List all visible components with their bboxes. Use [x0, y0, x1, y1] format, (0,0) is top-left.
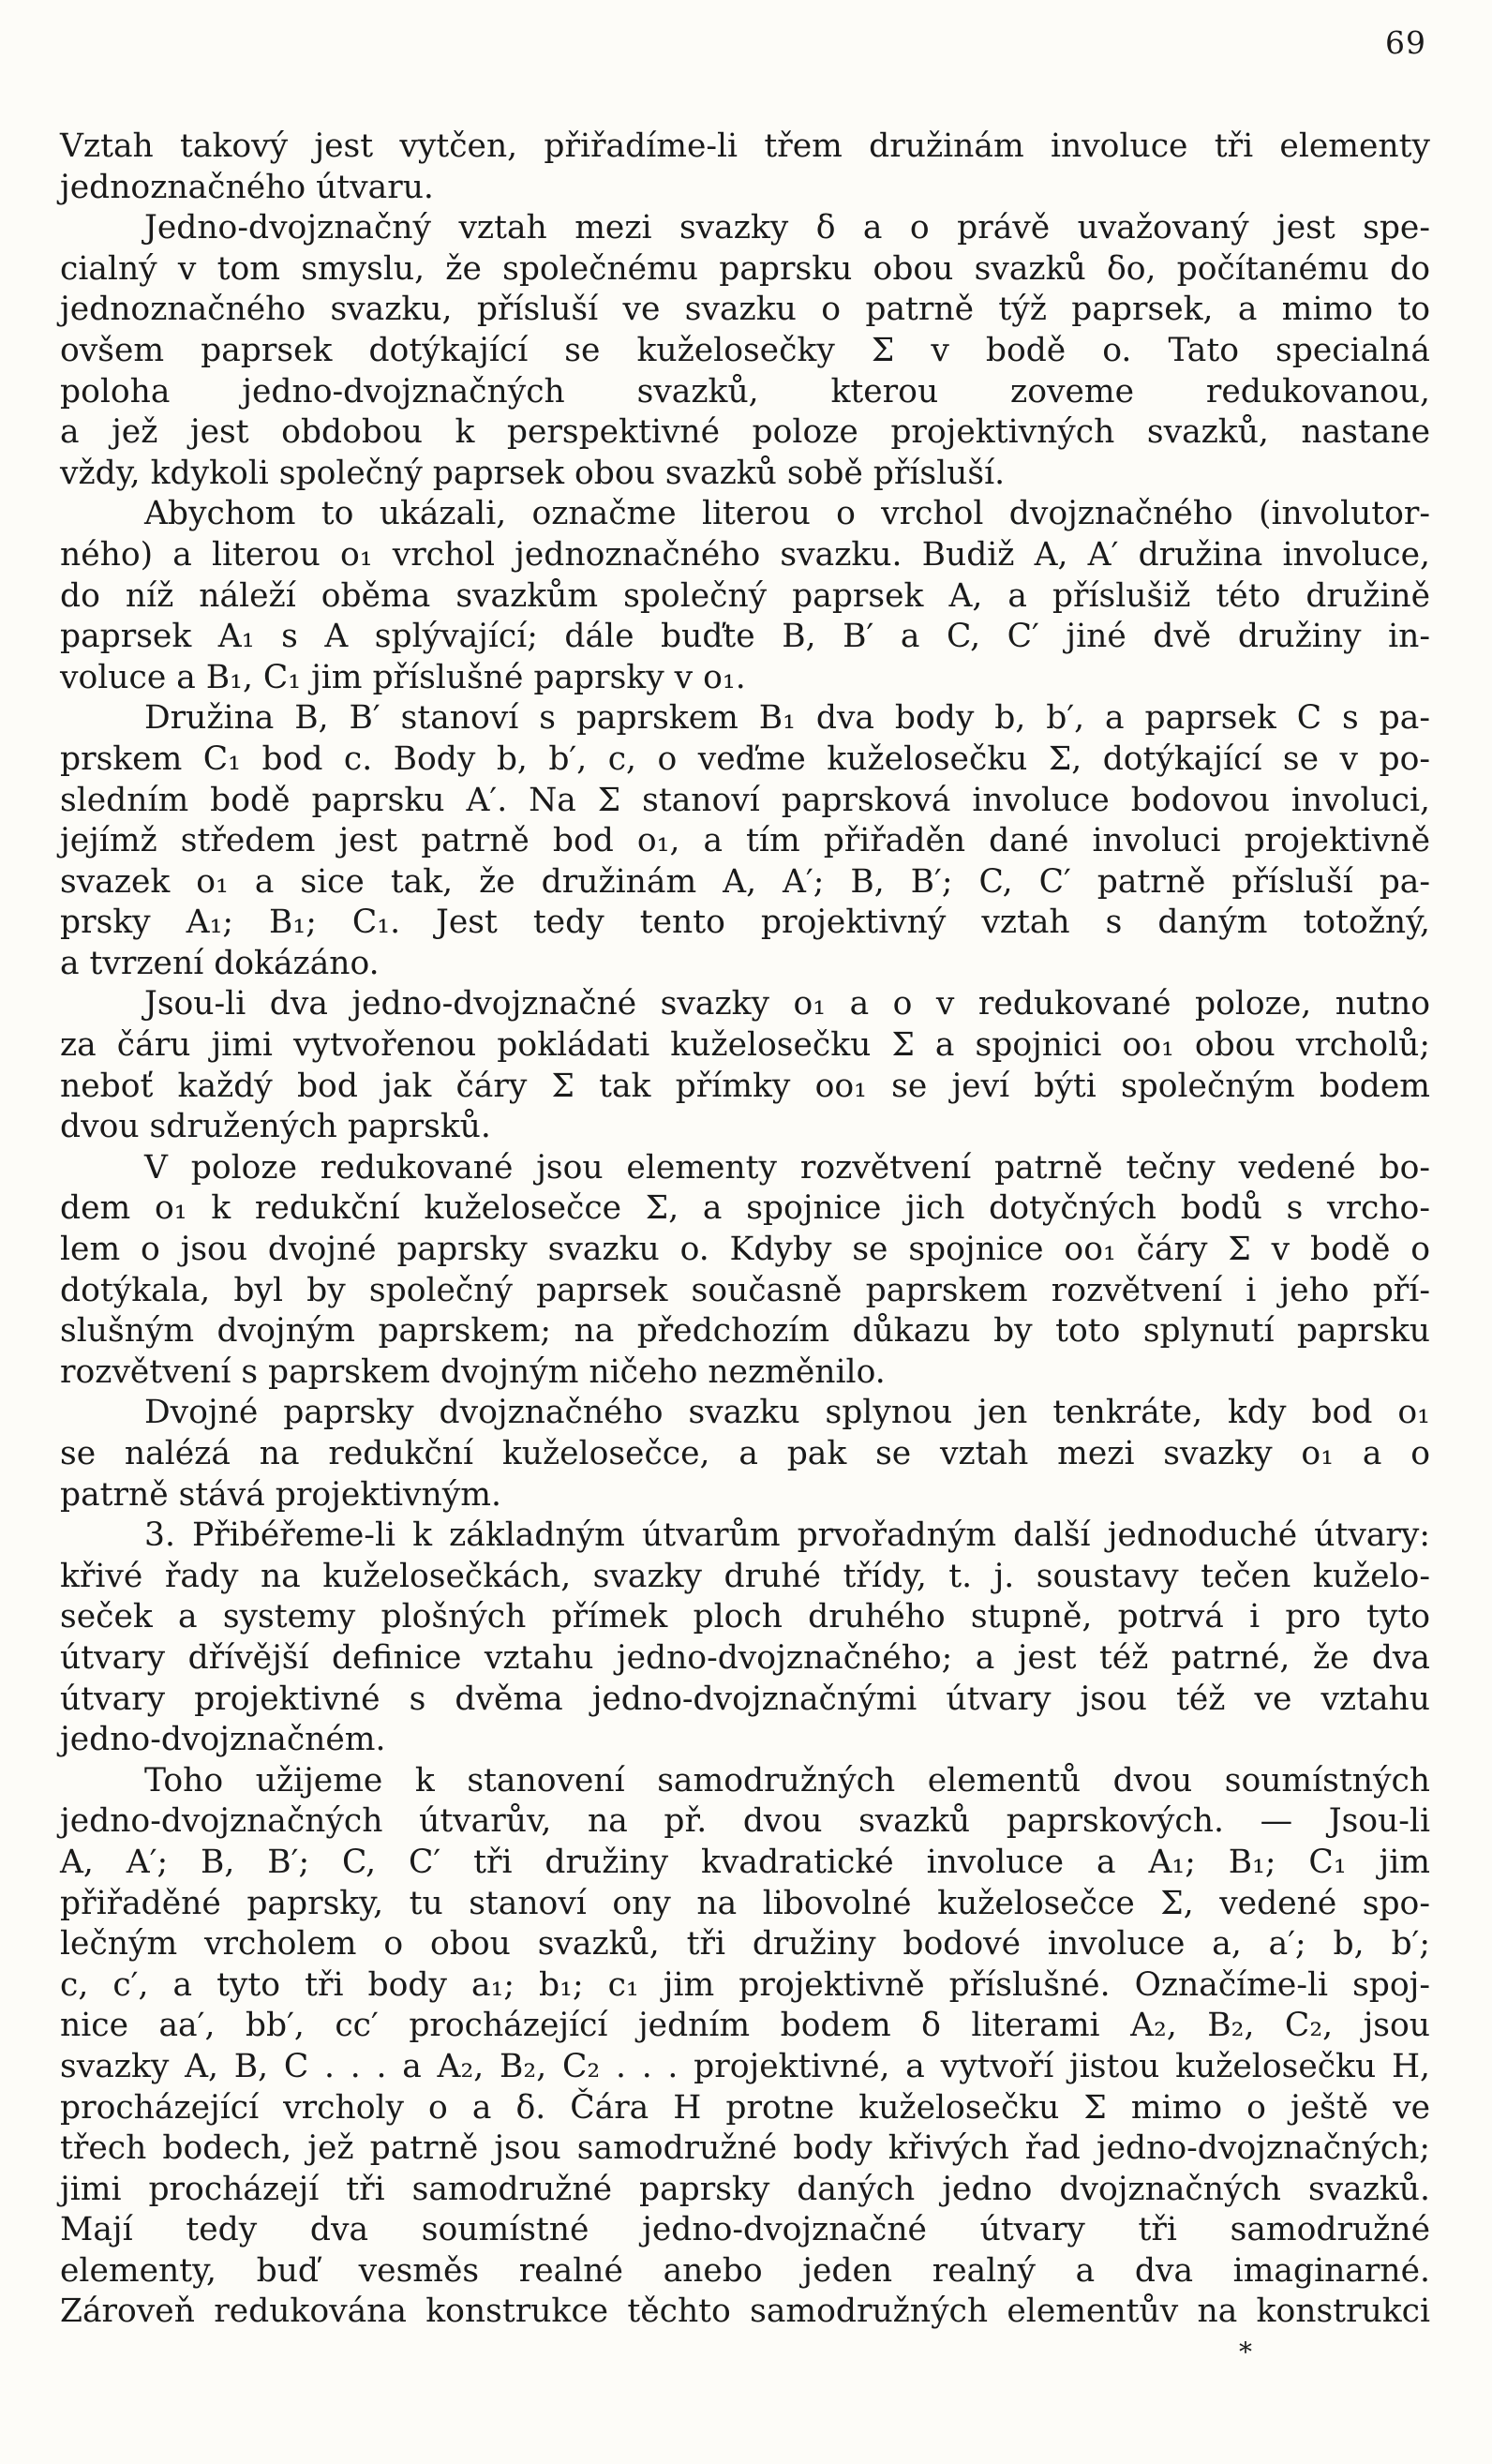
text-line: A, A′; B, B′; C, C′ tři družiny kvadratické involuce a A₁; B₁; C₁ jim	[60, 1843, 1430, 1881]
text-line: Abychom to ukázali, označme literou o vrchol dvojznačného (involutor-	[144, 495, 1430, 533]
text-line: Toho užijeme k stanovení samodružných elementů dvou soumístných	[144, 1761, 1430, 1799]
text-line: ného) a literou o₁ vrchol jednoznačného svazku. Budiž A, A′ družina involuce,	[60, 535, 1430, 574]
text-line: Mají tedy dva soumístné jedno-dvojznačné útvary tři samodružné	[60, 2211, 1430, 2249]
body-text	[60, 127, 1430, 2333]
text-line: Jedno-dvojznačný vztah mezi svazky δ a o právě uvažovaný jest spe-	[144, 209, 1430, 247]
text-line: třech bodech, jež patrně jsou samodružné body křivých řad jedno-dvojznačných;	[60, 2129, 1430, 2168]
footnote-mark: *	[1239, 2337, 1252, 2367]
text-line: jimi procházejí tři samodružné paprsky daných jedno dvojznačných svazků.	[60, 2170, 1430, 2208]
text-line: rozvětvení s paprskem dvojným ničeho nezměnilo.	[60, 1352, 886, 1391]
text-line: se nalézá na redukční kuželosečce, a pak se vztah mezi svazky o₁ a o	[60, 1435, 1430, 1472]
text-line: neboť každý bod jak čáry Σ tak přímky oo₁ se jeví býti společným bodem	[60, 1067, 1430, 1105]
text-line: jednoznačného útvaru.	[60, 168, 434, 206]
text-line: dvou sdružených paprsků.	[60, 1108, 491, 1146]
text-line: V poloze redukované jsou elementy rozvětvení patrně tečny vedené bo-	[144, 1148, 1430, 1187]
text-line: jednoznačného svazku, přísluší ve svazku o patrně týž paprsek, a mimo to	[60, 291, 1430, 329]
text-line: Družina B, B′ stanoví s paprskem B₁ dva body b, b′, a paprsek C s pa-	[144, 699, 1430, 738]
text-line: procházející vrcholy o a δ. Čára H protne kuželosečku Σ mimo o ještě ve	[60, 2088, 1430, 2127]
text-line: svazek o₁ a sice tak, že družinám A, A′; B, B′; C, C′ patrně přísluší pa-	[60, 862, 1430, 901]
text-line: nice aa′, bb′, cc′ procházející jedním bodem δ literami A₂, B₂, C₂, jsou	[60, 2007, 1430, 2045]
text-line: sledním bodě paprsku A′. Na Σ stanoví paprsková involuce bodovou involuci,	[60, 781, 1430, 819]
text-line: křivé řady na kuželosečkách, svazky druhé třídy, t. j. soustavy tečen kuželo-	[60, 1557, 1430, 1595]
text-line: c, c′, a tyto tři body a₁; b₁; c₁ jim projektivně příslušné. Označíme-li spoj-	[60, 1965, 1430, 2004]
text-line: patrně stává projektivným.	[60, 1475, 501, 1514]
text-line: 3. Přibéřeme-li k základným útvarům prvořadným další jednoduché útvary:	[144, 1516, 1430, 1555]
text-line: paprsek A₁ s A splývající; dále buďte B, B′ a C, C′ jiné dvě družiny in-	[60, 618, 1430, 656]
text-line: Zároveň redukována konstrukce těchto samodružných elementův na konstrukci	[60, 2292, 1430, 2331]
text-line: a jež jest obdobou k perspektivné poloze projektivných svazků, nastane	[60, 413, 1430, 452]
text-line: elementy, buď vesměs realné anebo jeden realný a dva imaginarné.	[60, 2251, 1430, 2290]
text-line: voluce a B₁, C₁ jim příslušné paprsky v o₁.	[60, 658, 746, 696]
text-line: lem o jsou dvojné paprsky svazku o. Kdyby se spojnice oo₁ čáry Σ v bodě o	[60, 1231, 1430, 1269]
text-line: jejímž středem jest patrně bod o₁, a tím přiřaděn dané involuci projektivně	[60, 822, 1430, 860]
text-line: prskem C₁ bod c. Body b, b′, c, o veďme kuželosečku Σ, dotýkající se v po-	[60, 739, 1430, 778]
text-line: jedno-dvojznačných útvarův, na př. dvou svazků paprskových. — Jsou-li	[60, 1802, 1430, 1841]
text-line: útvary projektivné s dvěma jedno-dvojznačnými útvary jsou též ve vztahu	[60, 1680, 1430, 1718]
text-line: a tvrzení dokázáno.	[60, 944, 380, 982]
text-line: poloha jedno-dvojznačných svazků, kterou zoveme redukovanou,	[60, 372, 1430, 411]
text-line: prsky A₁; B₁; C₁. Jest tedy tento projektivný vztah s daným totožný,	[60, 903, 1430, 942]
text-line: Vztah takový jest vytčen, přiřadíme-li třem družinám involuce tři elementy	[60, 127, 1430, 165]
text-line: dem o₁ k redukční kuželosečce Σ, a spojnice jich dotyčných bodů s vrcho-	[60, 1189, 1430, 1228]
text-line: Dvojné paprsky dvojznačného svazku splynou jen tenkráte, kdy bod o₁	[144, 1394, 1430, 1432]
text-line: přiřaděné paprsky, tu stanoví ony na libovolné kuželosečce Σ, vedené spo-	[60, 1884, 1430, 1922]
text-line: seček a systemy plošných přímek ploch druhého stupně, potrvá i pro tyto	[60, 1598, 1430, 1636]
text-line: svazky A, B, C . . . a A₂, B₂, C₂ . . . projektivné, a vytvoří jistou kuželosečku H,	[60, 2047, 1430, 2085]
text-line: vždy, kdykoli společný paprsek obou svazků sobě přísluší.	[60, 454, 1006, 492]
text-line: cialný v tom smyslu, že společnému paprsku obou svazků δo, počítanému do	[60, 249, 1430, 288]
text-line: za čáru jimi vytvořenou pokládati kuželosečku Σ a spojnici oo₁ obou vrcholů;	[60, 1026, 1430, 1065]
text-line: ovšem paprsek dotýkající se kuželosečky Σ v bodě o. Tato specialná	[60, 331, 1430, 369]
text-line: do níž náleží oběma svazkům společný paprsek A, a příslušiž této družině	[60, 576, 1430, 615]
text-line: lečným vrcholem o obou svazků, tři družiny bodové involuce a, a′; b, b′;	[60, 1925, 1430, 1964]
text-line: slušným dvojným paprskem; na předchozím důkazu by toto splynutí paprsku	[60, 1312, 1430, 1351]
text-line: Jsou-li dva jedno-dvojznačné svazky o₁ a o v redukované poloze, nutno	[144, 985, 1430, 1023]
text-line: dotýkala, byl by společný paprsek současně paprskem rozvětvení i jeho pří-	[60, 1271, 1430, 1309]
text-line: útvary dřívější definice vztahu jedno-dvojznačného; a jest též patrné, že dva	[60, 1638, 1430, 1677]
text-line: jedno-dvojznačném.	[60, 1721, 386, 1759]
page-number: 69	[1385, 24, 1426, 61]
